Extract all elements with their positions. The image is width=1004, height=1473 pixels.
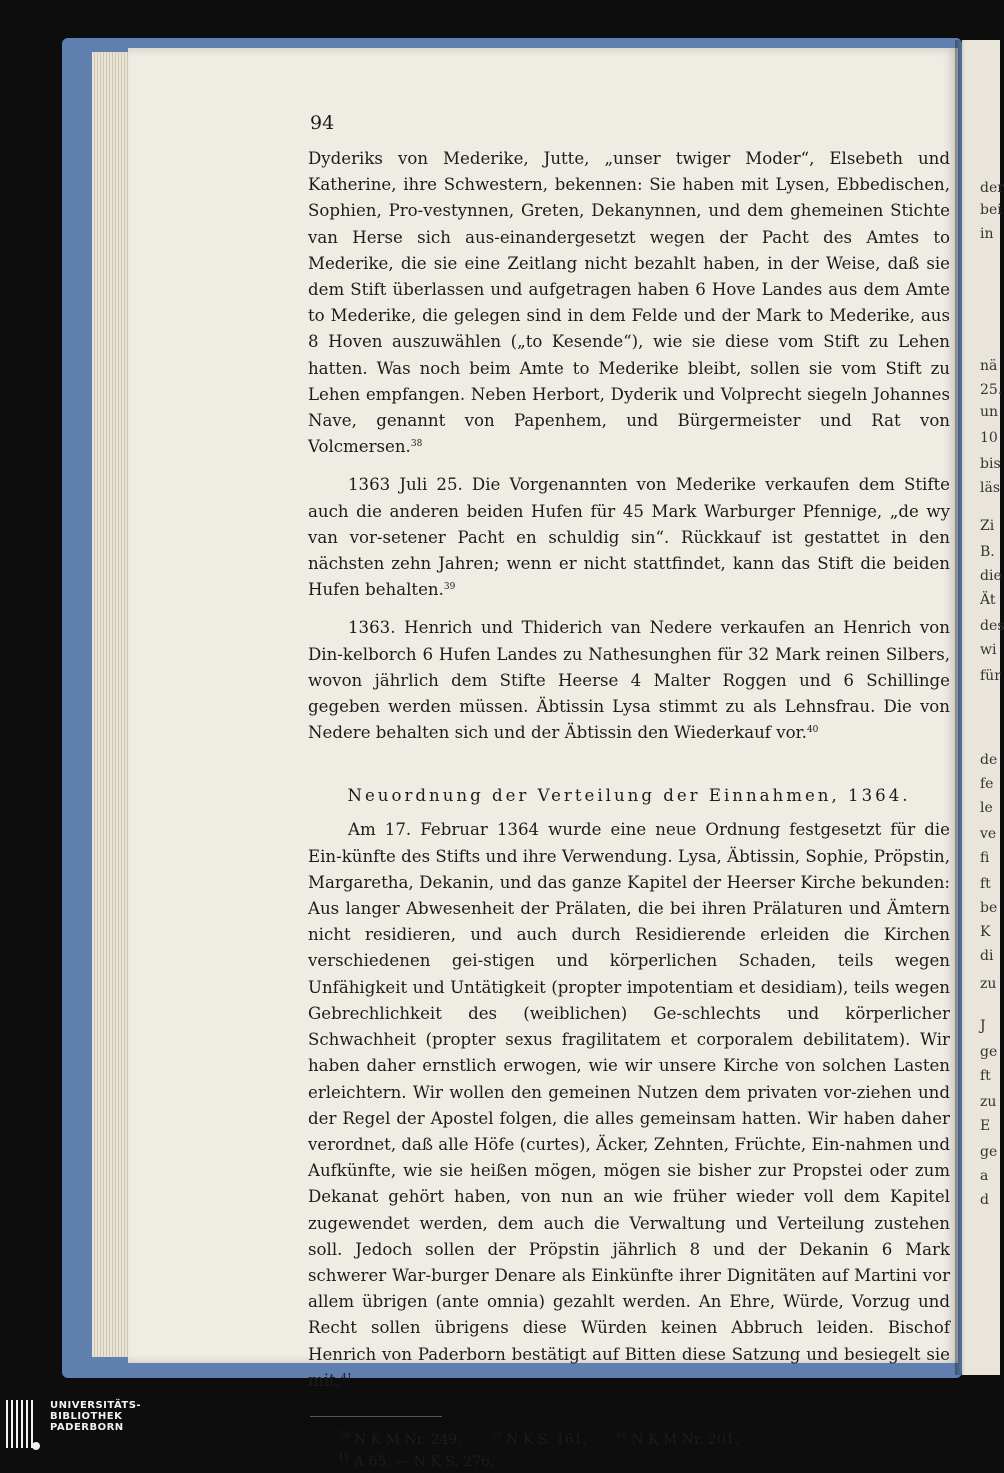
- spine-shadow: [955, 40, 965, 1375]
- section-heading: Neuordnung der Verteilung der Einnahmen, 1364.: [347, 786, 911, 806]
- next-page-fragment: di: [980, 948, 994, 964]
- next-page-fragment: de: [980, 752, 998, 768]
- next-page-fragment: für: [980, 668, 1001, 684]
- next-page-fragment: J: [980, 1018, 986, 1034]
- footnote-ref-41: 41: [341, 1372, 353, 1383]
- next-page-fragment: zu: [980, 1094, 997, 1110]
- footnote-line-2: [338, 1451, 950, 1473]
- next-page-fragment: Ät: [980, 592, 996, 608]
- next-page-fragment: zu: [980, 976, 997, 992]
- next-page-fragment: ve: [980, 826, 997, 842]
- footnote-ref-40: 40: [806, 725, 819, 736]
- paragraph-1363-juli: 1363 Juli 25. Die Vorgenannten von Mederike verkaufen dem Stifte auch die anderen beiden Hufen für 45 Mark Warburger Pfennige, „de wy van vor-setener Pacht en schuldig sin“. Rückkauf ist gestattet in den nächsten zehn Jahren; wenn er nicht stattfindet, kann das Stift die beiden Hufen behalten.$^{39}$: [308, 475, 950, 600]
- next-page-fragment: le: [980, 800, 993, 816]
- next-page-fragment: 10: [980, 430, 998, 446]
- page-edges: [92, 52, 132, 1357]
- next-page-fragment: d: [980, 1192, 989, 1208]
- next-page-fragment: be: [980, 900, 998, 916]
- page-text: [308, 112, 950, 1473]
- next-page-fragment: Zi: [980, 518, 995, 534]
- next-page-fragment: fi: [980, 850, 990, 866]
- library-logo: [6, 1400, 141, 1448]
- footnote-ref-38: 38: [410, 439, 423, 450]
- next-page-fragment: des: [980, 618, 1004, 634]
- next-page-fragment: E: [980, 1118, 991, 1134]
- next-page-fragment: ge: [980, 1144, 998, 1160]
- next-page-fragment: K: [980, 924, 991, 940]
- next-page-fragment: 25.: [980, 382, 1003, 398]
- library-logo-text: UNIVERSITÄTS- BIBLIOTHEK PADERBORN: [50, 1400, 142, 1433]
- next-page-fragment: ft: [980, 1068, 991, 1084]
- footnote-40: $^{40}$ N K M Nr. 201.: [615, 1430, 740, 1448]
- next-page-fragment: un: [980, 404, 999, 420]
- paragraph-1364: Am 17. Februar 1364 wurde eine neue Ordnung festgesetzt für die Ein-künfte des Stifts und ihre Verwendung. Lysa, Äbtissin, Sophie, Pröpstin, Margaretha, Dekanin, und das ganze Kapitel der Heerser Kirche bekunden: Aus langer Abwesenheit der Prälaten, die bei ihren Prälaturen und Ämtern nicht residieren, und auch durch Residierende erleiden die Kirchen verschiedenen gei-stigen und körperlichen Schaden, teils wegen Unfähigkeit und Untätigkeit (propter impotentiam et desidiam), teils wegen Gebrechlichkeit des (weiblichen) Ge-schlechts und körperlicher Schwachheit (propter sexus fragilitatem et corporalem debilitatem). Wir haben daher ernstlich erwogen, wie wir unsere Kirche von solchen Lasten erleichtern. Wir wollen den gemeinen Nutzen dem privaten vor-ziehen und der Regel der Apostel folgen, die alles gemeinsam hatten. Wir haben daher verordnet, daß alle Höfe (curtes), Äcker, Zehnten, Früchte, Ein-nahmen und Aufkünfte, wie sie heißen mögen, mögen sie bisher zur Propstei oder zum Dekanat gehört haben, von nun an wie früher wieder voll dem Kapitel zugewendet werden, dem auch die Verwaltung und Verteilung zustehen soll. Jedoch sollen der Pröpstin jährlich 8 und der Dekanin 6 Mark schwerer War-burger Denare als Einkünfte ihrer Dignitäten auf Martini vor allem übrigen (ante omnia) gezahlt werden. An Ehre, Würde, Vorzug und Recht sollen übrigens diese Würden keinen Abbruch leiden. Bischof Henrich von Paderborn bestätigt auf Bitten diese Satzung und besiegelt sie mit.$^{41}$: [308, 820, 950, 1390]
- footnote-line-1: [338, 1429, 950, 1451]
- next-page-fragment: fe: [980, 776, 994, 792]
- next-page-fragment: wi: [980, 642, 997, 658]
- next-page-fragment: ge: [980, 1044, 998, 1060]
- next-page-fragment: die: [980, 568, 1002, 584]
- next-page-fragment: bis: [980, 456, 1001, 472]
- next-page-fragment: läs: [980, 480, 1001, 496]
- library-logo-icon: [6, 1400, 36, 1448]
- paragraph-1363-henrich: 1363. Henrich und Thiderich van Nedere verkaufen an Henrich von Din-kelborch 6 Hufen Landes zu Nathesunghen für 32 Mark reinen Silbers, wovon jährlich dem Stifte Heerse 4 Malter Roggen und 6 Schillinge gegeben werden müssen. Äbtissin Lysa stimmt zu als Lehnsfrau. Die von Nedere behalten sich und der Äbtissin den Wiederkauf vor.$^{40}$: [308, 618, 950, 743]
- page-number: 94: [310, 112, 335, 134]
- next-page-fragment: B.: [980, 544, 995, 560]
- footnotes: [338, 1429, 950, 1473]
- next-page-fragment: nä: [980, 358, 998, 374]
- footnote-38: $^{38}$ N K M Nr. 249.: [338, 1430, 462, 1448]
- next-page-fragment: ft: [980, 876, 991, 892]
- footnote-ref-39: 39: [443, 582, 456, 593]
- next-page-edge: [962, 40, 1004, 1375]
- next-page-fragment: bei: [980, 202, 1002, 218]
- paragraph-mederike-1: Dyderiks von Mederike, Jutte, „unser twiger Moder“, Elsebeth und Katherine, ihre Schwestern, bekennen: Sie haben mit Lysen, Ebbedischen, Sophien, Pro-vestynnen, Greten, Dekanynnen, und dem ghemeinen Stichte van Herse sich aus-einandergesetzt wegen der Pacht des Amtes to Mederike, die sie eine Zeitlang nicht bezahlt haben, in der Weise, daß sie dem Stift überlassen und aufgetragen haben 6 Hove Landes aus dem Amte to Mederike, die gelegen sind in dem Felde und der Mark to Mederike, aus 8 Hoven auszuwählen („to Kesende“), wie sie diese vom Stift zu Lehen hatten. Was noch beim Amte to Mederike bleibt, sollen sie vom Stift zu Lehen empfangen. Neben Herbort, Dyderik und Volprecht siegeln Johannes Nave, genannt von Papenhem, und Bürgermeister und Rat von Volcmersen.$^{38}$: [308, 149, 950, 457]
- next-page-fragment: in: [980, 226, 994, 242]
- next-page-fragment: der: [980, 180, 1004, 196]
- footnote-41: $^{41}$ A 65. — N K S. 276.: [338, 1452, 495, 1470]
- next-page-fragment: a: [980, 1168, 989, 1184]
- footnote-divider: [310, 1416, 442, 1417]
- footnote-39: $^{39}$ N K S. 161.: [490, 1430, 587, 1448]
